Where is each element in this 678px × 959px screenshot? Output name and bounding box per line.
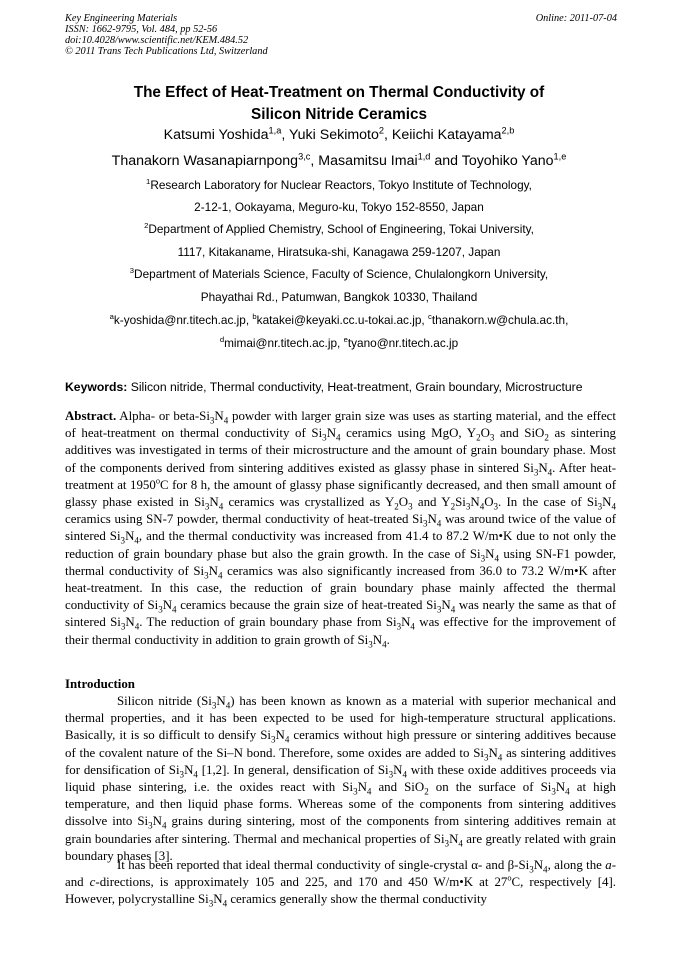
author-affil-mark: 1,d: [417, 151, 431, 162]
copyright-line: © 2011 Trans Tech Publications Ltd, Switzerland: [65, 46, 268, 57]
email-line-1: [0, 313, 678, 327]
email-mark: c: [427, 312, 432, 322]
affil-mark: 2: [144, 221, 149, 231]
email-mark: d: [219, 335, 225, 345]
author-name: Katsumi Yoshida: [163, 127, 269, 143]
abstract-text: Alpha- or beta-$Si_3N_4$ powder with larger grain size was uses as starting material, and the effect of heat-treatment on thermal conductivity of $Si_3N_4$ ceramics using MgO, $Y_2O_3$ and SiO$_2$ as sintering additives was investigated in terms of their microstructure and the amount of grain boundary phase. Most of the components derived from sintering additives existed as glassy phase in sintered $Si_3N_4$. After heat-treatment at 1950$^o$C for 8 h, the amount of glassy phase significantly decreased, and then small amount of glassy phase existed in $Si_3N_4$ ceramics was crystallized as $Y_2O_3$ and $Y_2Si_3N_4O_3$. In the case of $Si_3N_4$ ceramics using SN-7 powder, thermal conductivity of heat-treated $Si_3N_4$ was around twice of the value of sintered $Si_3N_4$, and the thermal conductivity was increased from 41.4 to 87.2 W/m•K due to not only the reduction of grain boundary phase but also the grain growth. In the case of $Si_3N_4$ using SN-F1 powder, thermal conductivity of $Si_3N_4$ ceramics was also significantly increased from 36.0 to 73.2 W/m•K after heat-treatment. In this case, the reduction of grain boundary phase mainly affected the thermal conductivity of $Si_3N_4$ ceramics because the grain size of heat-treated $Si_3N_4$ was nearly the same as that of sintered $Si_3N_4$. The reduction of grain boundary phase from $Si_3N_4$ was effective for the improvement of their thermal conductivity in addition to grain growth of $Si_3N_4$.: [65, 409, 617, 650]
author-line-1: [0, 125, 678, 146]
online-date: Online: 2011-07-04: [535, 13, 617, 24]
paper-title-line-2: Silicon Nitride Ceramics: [251, 106, 427, 123]
email-link[interactable]: thanakorn.w@chula.ac.th,: [431, 313, 569, 327]
email-link[interactable]: k-yoshida@nr.titech.ac.jp,: [113, 313, 253, 327]
email-link[interactable]: tyano@nr.titech.ac.jp: [347, 336, 459, 350]
email-mark: b: [252, 312, 257, 322]
doi-line: doi:10.4028/www.scientific.net/KEM.484.52: [65, 35, 249, 46]
author-name: , Masamitsu Imai: [310, 153, 418, 169]
journal-name: Key Engineering Materials: [65, 13, 178, 24]
introduction-paragraph-1: Silicon nitride $(Si_3N_4)$ has been known as known as a material with superior mechanical and thermal properties, and it has been expected to be used for high-temperature structural applications. Basically, it is so difficult to densify $Si_3N_4$ ceramics without high pressure or sintering additives because of the covalent nature of the Si–N bond. Therefore, some oxides are added to $Si_3N_4$ as sintering additives for densification of $Si_3N_4$ [1,2]. In general, densification of $Si_3N_4$ with these oxide additives proceeds via liquid phase sintering, i.e. the oxides react with $Si_3N_4$ and SiO$_2$ on the surface of $Si_3N_4$ at high temperature, and then liquid phase forms. Whereas some of the components from sintering additives dissolve into $Si_3N_4$ grains during sintering, most of the components from sintering additives remain at grain boundaries after sintering. Thermal and mechanical properties of $Si_3N_4$ are greatly related with grain boundary phases [3].: [65, 694, 617, 863]
email-line-2: [0, 336, 678, 350]
author-affil-mark: 2: [378, 125, 385, 136]
email-link[interactable]: mimai@nr.titech.ac.jp,: [224, 336, 344, 350]
affiliation-3-line-2: Phayathai Rd., Patumwan, Bangkok 10330, Thailand: [200, 290, 478, 304]
affiliation-3-line-1: [0, 267, 678, 281]
author-affil-mark: 1,e: [553, 151, 567, 162]
email-link[interactable]: katakei@keyaki.cc.u-tokai.ac.jp,: [256, 313, 428, 327]
affil-text: Department of Applied Chemistry, School of Engineering, Tokai University,: [148, 222, 534, 236]
author-affil-mark: 1,a: [268, 125, 282, 136]
keywords: [65, 380, 583, 394]
introduction-heading: Introduction: [65, 677, 135, 691]
affil-text: Research Laboratory for Nuclear Reactors, Tokyo Institute of Technology,: [150, 178, 532, 192]
paper-title-line-1: The Effect of Heat-Treatment on Thermal Conductivity of: [133, 84, 545, 101]
author-name: , Yuki Sekimoto: [281, 127, 379, 143]
author-affil-mark: 2,b: [501, 125, 515, 136]
author-affil-mark: 3,c: [298, 151, 311, 162]
introduction-paragraph-2: It has been reported that ideal thermal conductivity of single-crystal α- and $\beta-Si_3N_4$, along the a- and c-directions, is approximately 105 and 225, and 170 and 450 W/m•K at 27$^o$C, respectively [4]. However, polycrystalline $Si_3N_4$ ceramics generally show the thermal conductivity: [65, 858, 616, 909]
issn-line: ISSN: 1662-9795, Vol. 484, pp 52-56: [65, 24, 218, 35]
affil-mark: 1: [146, 177, 151, 187]
keywords-text: Silicon nitride, Thermal conductivity, Heat-treatment, Grain boundary, Microstructure: [127, 380, 583, 394]
author-name: , Keiichi Katayama: [384, 127, 502, 143]
affil-text: Department of Materials Science, Faculty of Science, Chulalongkorn University,: [134, 267, 549, 281]
author-line-2: [0, 151, 678, 172]
affiliation-1-line-2: 2-12-1, Ookayama, Meguro-ku, Tokyo 152-8550, Japan: [194, 200, 484, 214]
keywords-label: Keywords:: [65, 380, 128, 394]
email-mark: a: [109, 312, 114, 322]
author-name: and Toyohiko Yano: [430, 153, 554, 169]
email-mark: e: [343, 335, 348, 345]
affiliation-1-line-1: [0, 178, 678, 192]
affiliation-2-line-1: [0, 222, 678, 236]
abstract-label: Abstract.: [65, 409, 117, 423]
affiliation-2-line-2: 1117, Kitakaname, Hiratsuka-shi, Kanagawa 259-1207, Japan: [177, 245, 501, 259]
affil-mark: 3: [129, 266, 135, 276]
author-name: Thanakorn Wasanapiarnpong: [111, 153, 299, 169]
abstract: [65, 408, 616, 649]
journal-header: [65, 13, 617, 57]
